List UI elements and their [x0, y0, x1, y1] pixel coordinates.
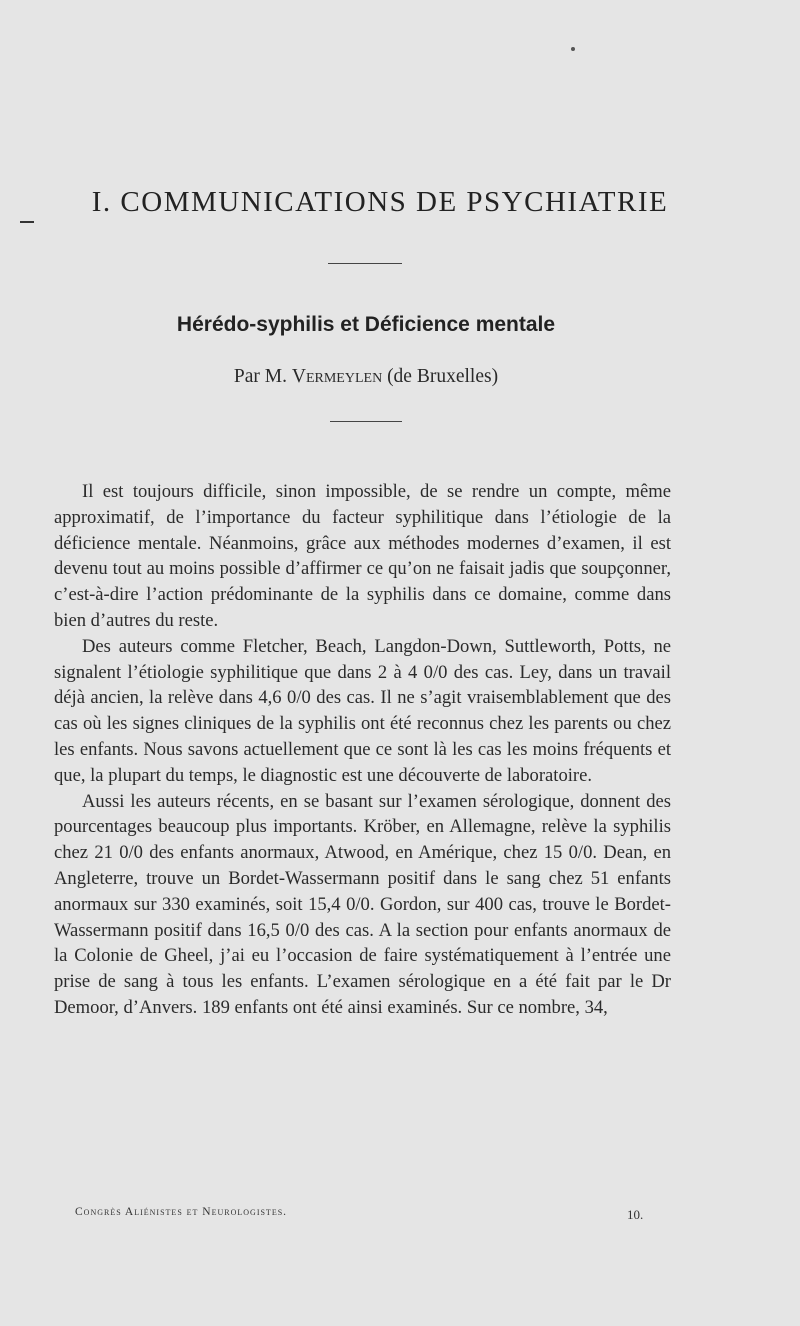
- running-footer: Congrès Aliénistes et Neurologistes.: [75, 1206, 288, 1218]
- byline-author: Vermeylen: [291, 366, 383, 387]
- margin-mark: [20, 221, 34, 223]
- byline: [0, 366, 732, 388]
- section-title: I. COMMUNICATIONS DE PSYCHIATRIE: [91, 186, 669, 218]
- page-number: 10.: [627, 1207, 644, 1222]
- body-paragraph: Aussi les auteurs récents, en se basant sur l’examen sérologique, donnent des pourcentages beaucoup plus importants. Kröber, en Allemagne, relève la syphilis chez 21 0/0 des enfants anormaux, Atwood, en Amérique, chez 15 0/0. Dean, en Angleterre, trouve un Bordet-Wassermann positif dans le sang chez 51 enfants anormaux sur 330 examinés, soit 15,4 0/0. Gordon, sur 400 cas, trouve le Bordet-Wassermann positif dans 16,5 0/0 des cas. A la section pour enfants anormaux de la Colonie de Gheel, j’ai eu l’occasion de faire systématiquement à l’entrée une prise de sang à tous les enfants. L’examen sérologique en a été fait par le Dr Demoor, d’Anvers. 189 enfants ont été ainsi examinés. Sur ce nombre, 34,: [54, 790, 671, 1018]
- ink-speck: [571, 47, 575, 51]
- byline-prefix: Par M.: [233, 366, 292, 387]
- article-title: Hérédo-syphilis et Déficience mentale: [176, 313, 556, 336]
- body-paragraph: Des auteurs comme Fletcher, Beach, Langdon-Down, Suttleworth, Potts, ne signalent l’étiologie syphilitique que dans 2 à 4 0/0 des cas. Ley, dans un travail déjà ancien, la relève dans 4,6 0/0 des cas. Il ne s’agit vraisemblablement que des cas où les signes cliniques de la syphilis ont été reconnus chez les parents ou chez les enfants. Nous savons actuellement que ce sont là les cas les moins fréquents et que, la plupart du temps, le diagnostic est une découverte de laboratoire.: [54, 635, 671, 786]
- byline-suffix: (de Bruxelles): [382, 366, 499, 387]
- divider-rule: [330, 421, 402, 422]
- divider-rule: [328, 263, 402, 264]
- body-paragraph: Il est toujours difficile, sinon impossible, de se rendre un compte, même approximatif, de l’importance du facteur syphilitique dans l’étiologie de la déficience mentale. Néanmoins, grâce aux méthodes modernes d’examen, il est devenu tout au moins possible d’affirmer ce qu’on ne faisait jadis que soupçonner, c’est-à-dire l’action prédominante de la syphilis dans ce domaine, comme dans bien d’autres du reste.: [54, 481, 671, 631]
- article-body: [54, 479, 671, 1021]
